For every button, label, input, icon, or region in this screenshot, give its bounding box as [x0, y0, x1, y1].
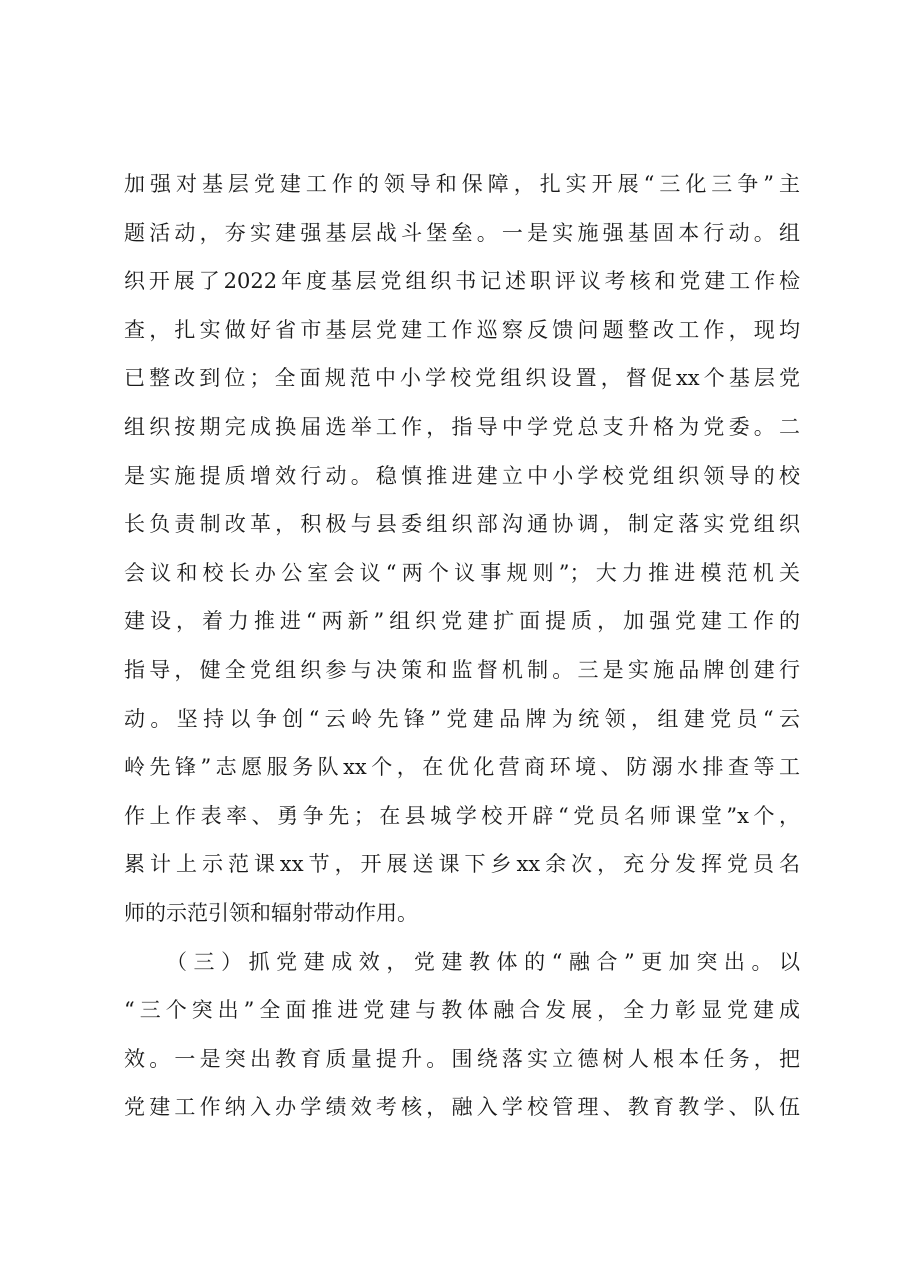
text-line: 组织按期完成换届选举工作，指导中学党总支升格为党委。二 [124, 414, 800, 439]
text-line: 建设，着力推进“两新”组织党建扩面提质，加强党建工作的 [124, 609, 800, 634]
text-line: “三个突出”全面推进党建与教体融合发展，全力彰显党建成 [124, 998, 800, 1023]
text-line: 动。坚持以争创“云岭先锋”党建品牌为统领，组建党员“云 [124, 706, 800, 731]
text-line: 题活动，夯实建强基层战斗堡垒。一是实施强基固本行动。组 [124, 220, 800, 245]
text-line: 织开展了2022年度基层党组织书记述职评议考核和党建工作检 [124, 269, 800, 294]
text-line: 岭先锋”志愿服务队xx个，在优化营商环境、防溺水排查等工 [124, 755, 800, 780]
text-line: 是实施提质增效行动。稳慎推进建立中小学校党组织领导的校 [124, 463, 800, 488]
text-line: 长负责制改革，积极与县委组织部沟通协调，制定落实党组织 [124, 512, 800, 537]
text-line: 党建工作纳入办学绩效考核，融入学校管理、教育教学、队伍 [124, 1095, 800, 1120]
text-line: 已整改到位；全面规范中小学校党组织设置，督促xx个基层党 [124, 366, 800, 391]
body-text [124, 160, 800, 1132]
text-line: 累计上示范课xx节，开展送课下乡xx余次，充分发挥党员名 [124, 852, 800, 877]
text-line: 指导，健全党组织参与决策和监督机制。三是实施品牌创建行 [124, 657, 800, 682]
text-line: 查，扎实做好省市基层党建工作巡察反馈问题整改工作，现均 [124, 317, 800, 342]
text-line: 作上作表率、勇争先；在县城学校开辟“党员名师课堂”x个， [124, 803, 800, 828]
section-heading-line: （三）抓党建成效，党建教体的“融合”更加突出。以 [166, 949, 800, 974]
text-line: 效。一是突出教育质量提升。围绕落实立德树人根本任务，把 [124, 1046, 800, 1071]
text-line: 会议和校长办公室会议“两个议事规则”；大力推进模范机关 [124, 560, 800, 585]
text-line: 加强对基层党建工作的领导和保障，扎实开展“三化三争”主 [124, 172, 800, 196]
paragraph-end-line: 师的示范引领和辐射带动作用。 [124, 900, 418, 925]
